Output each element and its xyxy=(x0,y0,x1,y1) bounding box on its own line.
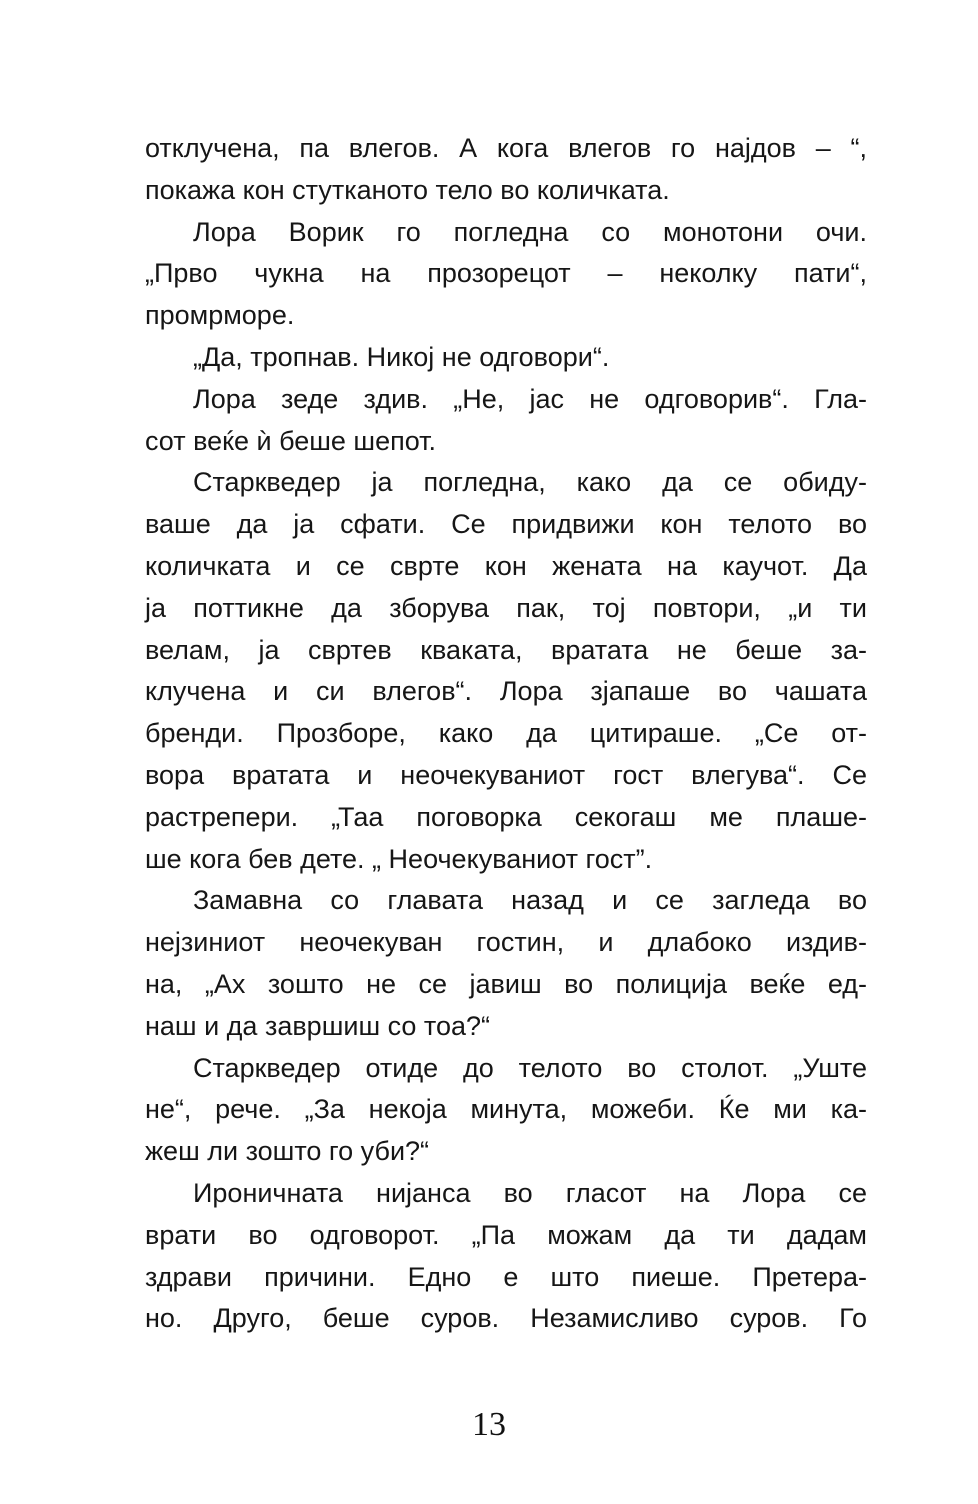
text-line: на, „Ах зошто не се јавиш во полиција веќе ед- xyxy=(145,968,867,999)
text-line: Ироничната нијанса во гласот на Лора се xyxy=(193,1177,867,1208)
text-line: наш и да завршиш со тоа?“ xyxy=(145,1010,491,1041)
text-line: бренди. Прозборе, како да цитираше. „Се от- xyxy=(145,718,867,749)
text-line: Старкведер ја погледна, како да се обиду- xyxy=(193,467,867,498)
text-line: ваше да ја сфати. Се придвижи кон телото во xyxy=(145,509,867,540)
text-line: покажа кон стутканото тело во количката. xyxy=(145,174,670,205)
text-line: здрави причини. Едно е што пиеше. Претера- xyxy=(145,1261,867,1292)
text-line: велам, ја свртев кваката, вратата не беше за- xyxy=(145,634,867,665)
text-line: врати во одговорот. „Па можам да ти дадам xyxy=(145,1219,867,1250)
text-line: ше кога бев дете. „ Неочекуваниот гост”. xyxy=(145,843,653,874)
text-line: растрепери. „Таа поговорка секогаш ме плаше- xyxy=(145,801,867,832)
text-line: „Да, тропнав. Никој не одговори“. xyxy=(193,341,610,372)
text-line: Замавна со главата назад и се загледа во xyxy=(193,885,867,916)
text-line: Старкведер отиде до телото во столот. „Уште xyxy=(193,1052,867,1083)
text-line: клучена и си влегов“. Лора зјапаше во чашата xyxy=(145,676,867,707)
text-line: вора вратата и неочекуваниот гост влегува“. Се xyxy=(145,759,867,790)
text-line: не“, рече. „За некоја минута, можеби. Ќе ми ка- xyxy=(145,1094,867,1125)
text-block xyxy=(145,128,867,1340)
text-line: жеш ли зошто го уби?“ xyxy=(145,1136,430,1167)
text-line: сот веќе ѝ беше шепот. xyxy=(145,425,437,456)
page-number: 13 xyxy=(472,1406,506,1443)
text-line: Лора зеде здив. „Не, јас не одговорив“. Гла- xyxy=(193,383,867,414)
text-line: отклучена, па влегов. А кога влегов го најдов – “, xyxy=(145,133,867,163)
text-line: ја поттикне да зборува пак, тој повтори, „и ти xyxy=(145,592,867,623)
text-line: „Прво чукна на прозорецот – неколку пати“, xyxy=(145,258,867,289)
text-line: количката и се сврте кон жената на каучот. Да xyxy=(145,550,867,581)
text-line: но. Друго, беше суров. Незамисливо суров. Го xyxy=(145,1303,867,1334)
text-line: Лора Ворик го погледна со монотони очи. xyxy=(193,216,867,247)
text-line: промрморе. xyxy=(145,300,295,331)
text-line: нејзиниот неочекуван гостин, и длабоко издив- xyxy=(145,927,867,958)
